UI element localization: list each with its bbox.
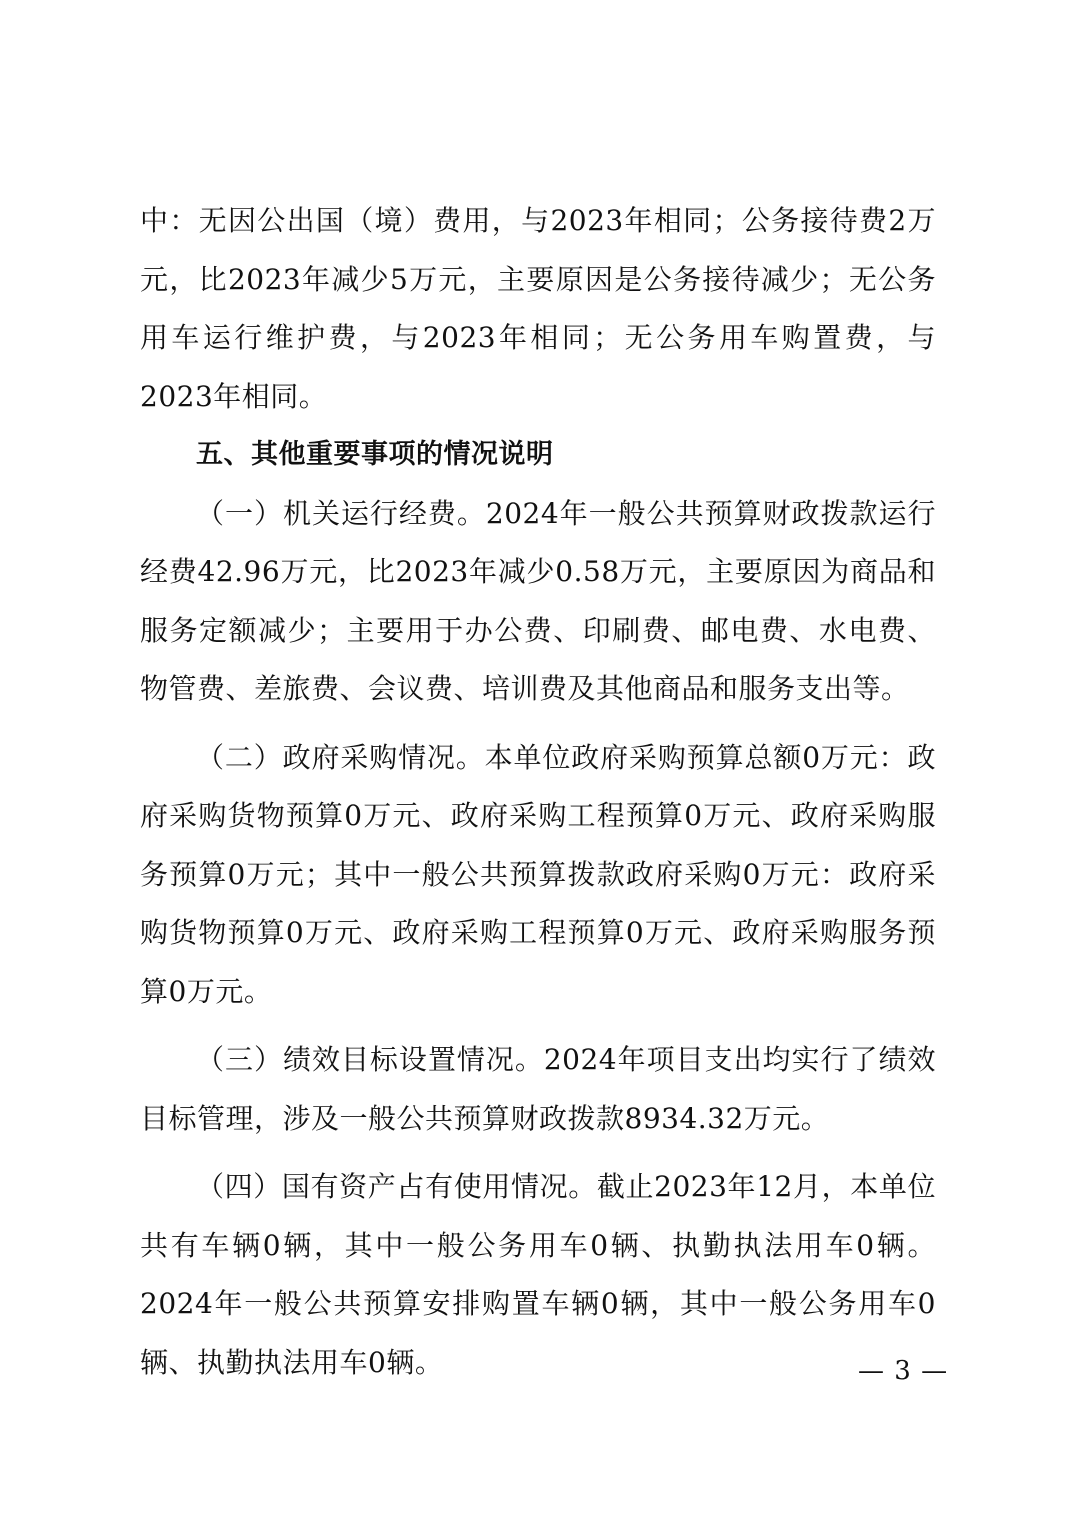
document-page [140, 192, 936, 1392]
paragraph-operating-expenses: （一）机关运行经费。2024年一般公共预算财政拨款运行经费42.96万元，比2023年减少0.58万元，主要原因为商品和服务定额减少；主要用于办公费、印刷费、邮电费、水电费、物管费、差旅费、会议费、培训费及其他商品和服务支出等。 [140, 496, 936, 705]
paragraph-performance-targets: （三）绩效目标设置情况。2024年项目支出均实行了绩效目标管理，涉及一般公共预算财政拨款8934.32万元。 [140, 1043, 936, 1135]
section-heading: 五、其他重要事项的情况说明 [196, 439, 554, 470]
paragraph-government-procurement: （二）政府采购情况。本单位政府采购预算总额0万元：政府采购货物预算0万元、政府采购工程预算0万元、政府采购服务预算0万元；其中一般公共预算拨款政府采购0万元：政府采购货物预算0万元、政府采购工程预算0万元、政府采购服务预算0万元。 [140, 740, 936, 1008]
page-number: — 3 — [858, 1356, 949, 1386]
paragraph-state-assets: （四）国有资产占有使用情况。截止2023年12月，本单位共有车辆0辆，其中一般公务用车0辆、执勤执法用车0辆。2024年一般公共预算安排购置车辆0辆，其中一般公务用车0辆、执勤执法用车0辆。 [140, 1170, 936, 1379]
paragraph-continuation: 中：无因公出国（境）费用，与2023年相同；公务接待费2万元，比2023年减少5万元，主要原因是公务接待减少；无公务用车运行维护费，与2023年相同；无公务用车购置费，与2023年相同。 [140, 204, 936, 413]
